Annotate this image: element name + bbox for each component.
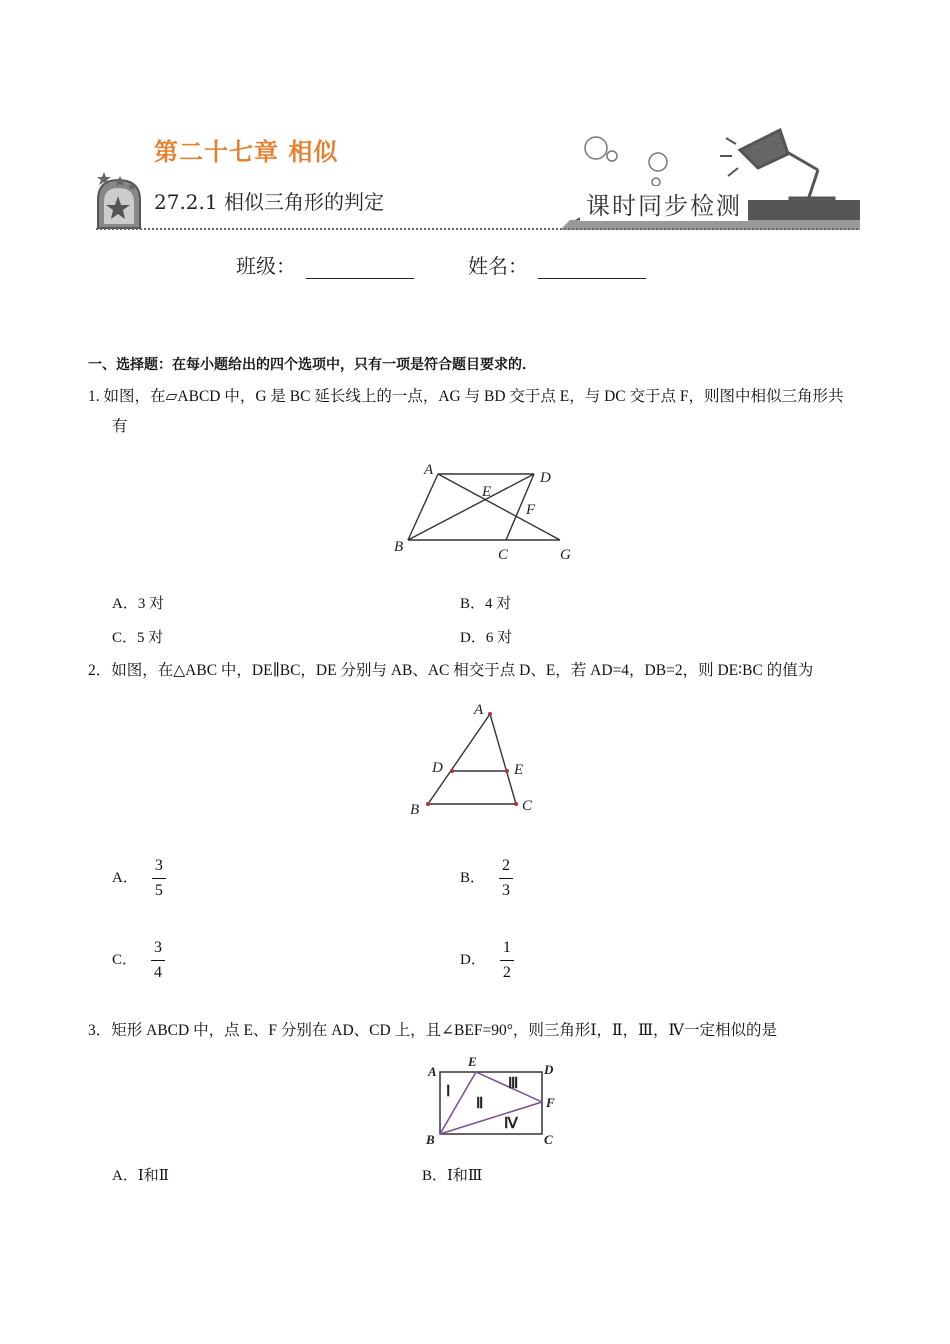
label-D: D — [540, 470, 551, 486]
class-field: 班级： — [236, 250, 414, 279]
label-B: B — [410, 802, 420, 818]
bubbles-icon — [585, 137, 667, 186]
label-E: E — [482, 484, 492, 500]
question-1-text: 1. 如图，在▱ABCD 中，G 是 BC 延长线上的一点，AG 与 BD 交于点 E，与 DC 交于点 F，则图中相似三角形共 — [88, 388, 844, 405]
section-title: 27.2.1 相似三角形的判定 — [154, 190, 384, 214]
class-blank[interactable] — [306, 258, 414, 279]
label-III: Ⅲ — [508, 1076, 519, 1092]
question-1-text-cont: 有 — [112, 418, 128, 435]
q2-option-b[interactable]: B． $\frac{2}{3}$ — [460, 856, 513, 901]
q3-option-a[interactable]: A．Ⅰ和Ⅱ — [112, 1168, 169, 1184]
q1-option-b[interactable]: B．4 对 — [460, 596, 512, 612]
label-A: A — [428, 1064, 437, 1079]
label-G: G — [560, 547, 571, 563]
q2-option-d[interactable]: D． $\frac{1}{2}$ — [460, 938, 514, 983]
fraction: $\frac{3}{4}$ — [151, 938, 165, 983]
label-F: F — [546, 1095, 555, 1110]
star-badge-icon — [97, 172, 140, 228]
label-F: F — [526, 502, 536, 518]
label-B: B — [394, 539, 404, 555]
label-A: A — [474, 702, 484, 718]
q3-option-b[interactable]: B．Ⅰ和Ⅲ — [422, 1168, 483, 1184]
triangle-lines — [440, 1072, 542, 1134]
fraction: $\frac{3}{5}$ — [152, 856, 166, 901]
question-1 — [88, 382, 878, 442]
label-IV: Ⅳ — [504, 1116, 518, 1132]
header-rule — [96, 228, 858, 230]
q2-option-c[interactable]: C． $\frac{3}{4}$ — [112, 938, 165, 983]
label-II: Ⅱ — [476, 1096, 484, 1112]
label-C: C — [522, 798, 533, 814]
q1-option-c[interactable]: C．5 对 — [112, 630, 164, 646]
figure-1 — [388, 456, 588, 568]
label-I: Ⅰ — [446, 1084, 451, 1100]
label-A: A — [424, 462, 434, 478]
name-blank[interactable] — [538, 258, 646, 279]
q2-option-a[interactable]: A． $\frac{3}{5}$ — [112, 856, 166, 901]
label-C: C — [544, 1132, 553, 1147]
label-C: C — [498, 547, 509, 563]
chapter-title: 第二十七章 相似 — [154, 138, 339, 166]
figure-3 — [420, 1052, 560, 1148]
question-2-text: 2．如图，在△ABC 中，DE∥BC，DE 分别与 AB、AC 相交于点 D、E，若 AD=4，DB=2，则 DE∶BC 的值为 — [88, 662, 814, 679]
fraction: $\frac{2}{3}$ — [499, 856, 513, 901]
fraction: $\frac{1}{2}$ — [500, 938, 514, 983]
section-heading: 一、选择题：在每小题给出的四个选项中，只有一项是符合题目要求的． — [88, 357, 536, 373]
label-D: D — [432, 760, 443, 776]
q1-option-d[interactable]: D．6 对 — [460, 630, 513, 646]
figure-2 — [400, 698, 570, 818]
question-3-text: 3．矩形 ABCD 中，点 E、F 分别在 AD、CD 上，且∠BEF=90°，则三角形Ⅰ，Ⅱ，Ⅲ，Ⅳ一定相似的是 — [88, 1022, 778, 1039]
q1-option-a[interactable]: A．3 对 — [112, 596, 165, 612]
label-B: B — [426, 1132, 435, 1147]
label-D: D — [544, 1062, 554, 1077]
name-field: 姓名： — [468, 250, 646, 279]
banner-title: 课时同步检测 — [580, 186, 748, 221]
label-E: E — [514, 762, 524, 778]
label-E: E — [468, 1054, 477, 1069]
